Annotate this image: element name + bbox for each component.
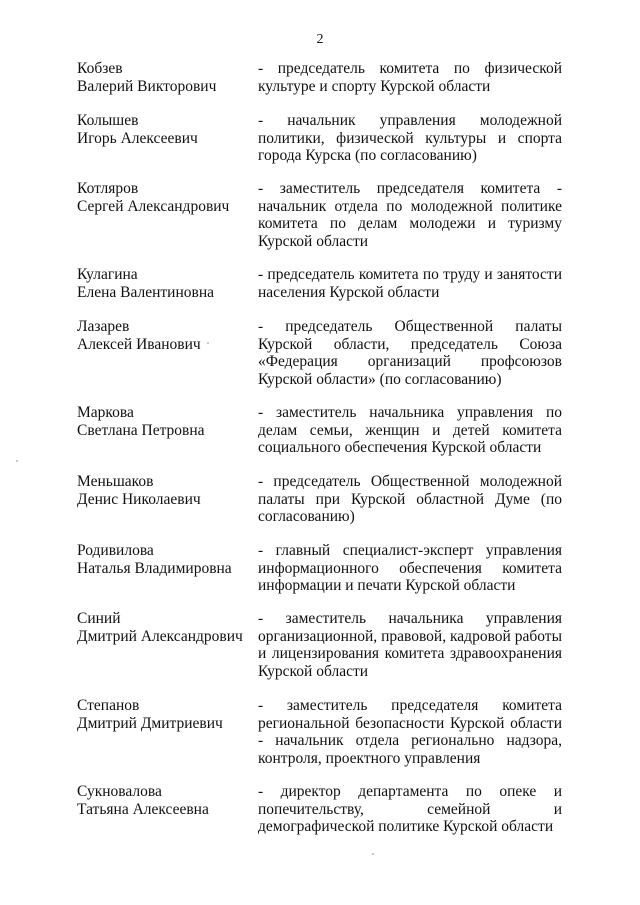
member-first-names: Татьяна Алексеевна bbox=[77, 800, 209, 818]
member-name bbox=[77, 404, 252, 439]
member-name bbox=[77, 266, 252, 301]
member-position: - заместитель начальника управления организационной, правовой, кадровой работы и лицензирования комитета здравоохранения Курской области bbox=[258, 610, 562, 680]
member-position: - заместитель председателя комитета - начальник отдела по молодежной политике комитета по делам молодежи и туризму Курской области bbox=[258, 180, 562, 250]
member-position: - председатель Общественной молодежной палаты при Курской областной Думе (по согласованию) bbox=[258, 473, 562, 525]
member-first-names: Денис Николаевич bbox=[77, 490, 201, 508]
member-position: - председатель Общественной палаты Курской области, председатель Союза «Федерация организаций профсоюзов Курской области» (по согласованию) bbox=[258, 318, 562, 388]
member-first-names: Сергей Александрович bbox=[77, 197, 230, 215]
member-last-name: Маркова bbox=[77, 404, 134, 421]
member-last-name: Родивилова bbox=[77, 542, 154, 559]
member-first-names: Дмитрий Дмитриевич bbox=[77, 714, 223, 732]
scan-speck bbox=[16, 460, 18, 462]
member-first-names: Валерий Викторович bbox=[77, 77, 217, 95]
member-name bbox=[77, 180, 252, 215]
member-name bbox=[77, 473, 252, 508]
member-last-name: Меньшаков bbox=[77, 473, 154, 490]
member-position: - начальник управления молодежной политики, физической культуры и спорта города Курска (по согласованию) bbox=[258, 112, 562, 164]
member-position: - директор департамента по опеке и попечительству, семейной и демографической политике Курской области bbox=[258, 783, 562, 835]
member-name bbox=[77, 60, 252, 95]
page-number: 2 bbox=[316, 32, 324, 47]
member-last-name: Кулагина bbox=[77, 266, 138, 283]
member-last-name: Кобзев bbox=[77, 60, 123, 77]
member-last-name: Лазарев bbox=[77, 318, 130, 335]
member-name bbox=[77, 542, 252, 577]
member-first-names: Дмитрий Александрович bbox=[77, 627, 243, 645]
member-name bbox=[77, 783, 252, 818]
member-last-name: Синий bbox=[77, 610, 121, 627]
member-position: - председатель комитета по труду и занятости населения Курской области bbox=[258, 266, 562, 301]
scan-speck bbox=[207, 342, 209, 344]
member-position: - заместитель начальника управления по делам семьи, женщин и детей комитета социального обеспечения Курской области bbox=[258, 404, 562, 456]
member-name bbox=[77, 112, 252, 147]
member-first-names: Алексей Иванович bbox=[77, 335, 201, 353]
member-last-name: Колышев bbox=[77, 112, 139, 129]
member-first-names: Наталья Владимировна bbox=[77, 559, 232, 577]
member-position: - заместитель председателя комитета региональной безопасности Курской области - начальник отдела регионально надзора, контроля, проектного управления bbox=[258, 697, 562, 767]
member-name bbox=[77, 697, 252, 732]
member-position: - главный специалист-эксперт управления информационного обеспечения комитета информации и печати Курской области bbox=[258, 542, 562, 594]
member-first-names: Игорь Алексеевич bbox=[77, 129, 198, 147]
member-last-name: Степанов bbox=[77, 697, 140, 714]
member-name bbox=[77, 318, 252, 353]
member-first-names: Елена Валентиновна bbox=[77, 283, 215, 301]
member-last-name: Котляров bbox=[77, 180, 139, 197]
member-last-name: Сукновалова bbox=[77, 783, 162, 800]
member-name bbox=[77, 610, 252, 645]
member-first-names: Светлана Петровна bbox=[77, 421, 205, 439]
scan-speck bbox=[372, 853, 374, 855]
member-position: - председатель комитета по физической культуре и спорту Курской области bbox=[258, 60, 562, 95]
